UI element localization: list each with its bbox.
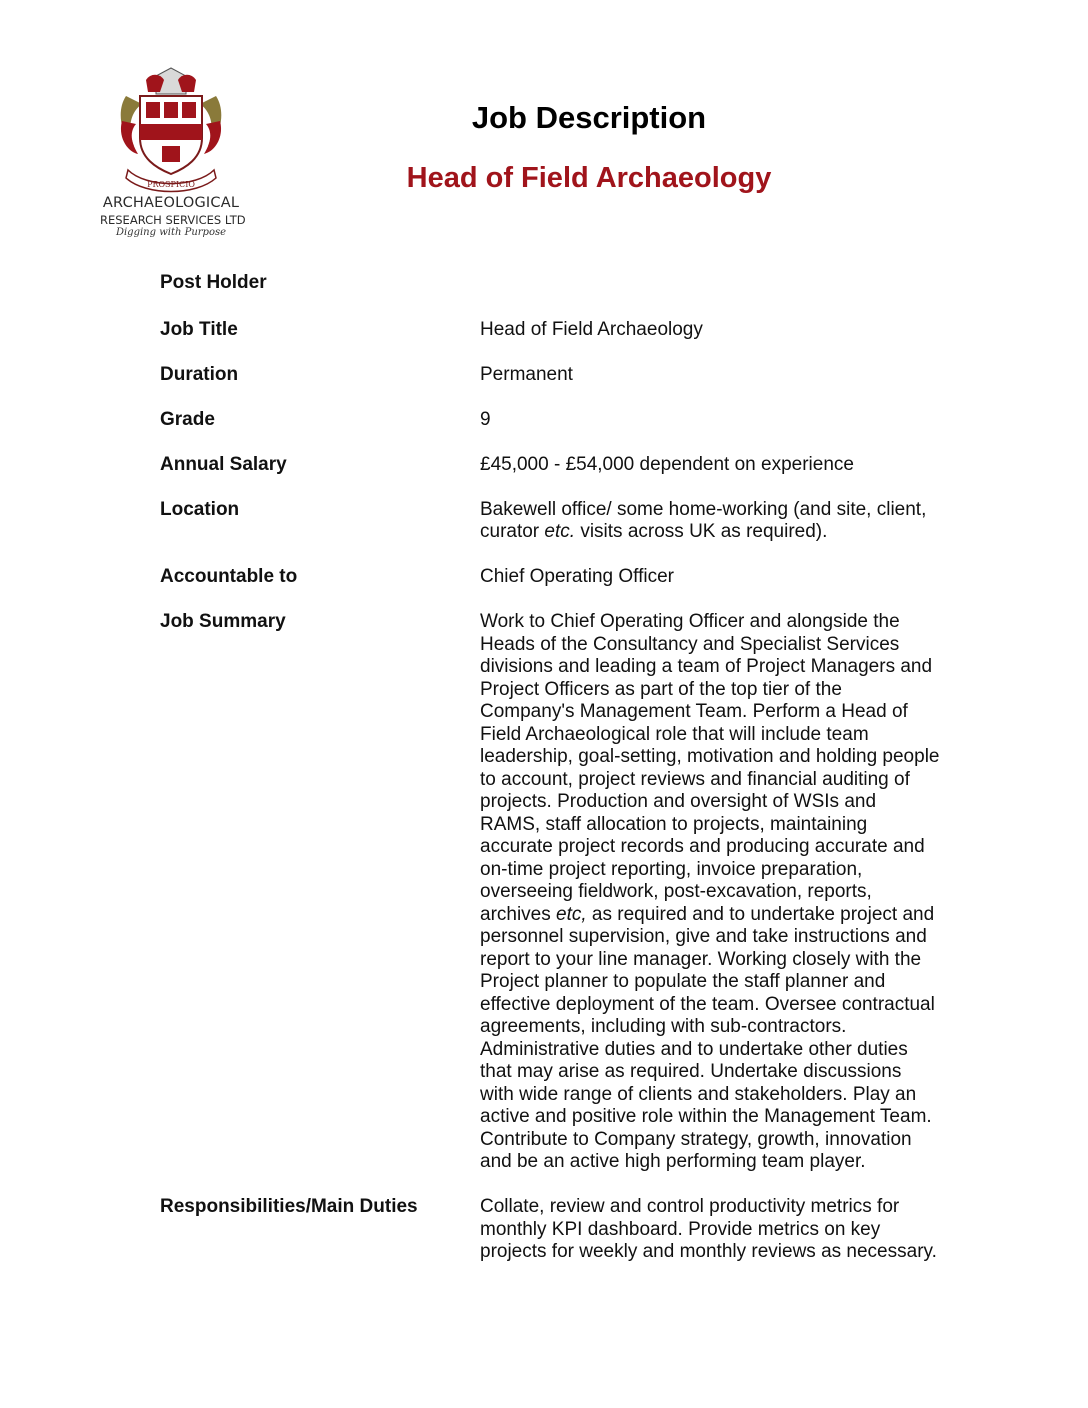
label-job-title: Job Title xyxy=(160,318,238,340)
value-annual-salary: £45,000 - £54,000 dependent on experience xyxy=(480,453,854,475)
company-tagline: Digging with Purpose xyxy=(115,227,227,238)
company-name-line2: RESEARCH SERVICES LTD xyxy=(100,213,246,227)
row-job-summary xyxy=(160,611,940,1174)
label-grade: Grade xyxy=(160,408,215,430)
row-duration xyxy=(160,364,940,387)
value-responsibilities: Collate, review and control productivity metrics for monthly KPI dashboard. Provide metrics on key projects for weekly and monthly reviews as necessary. xyxy=(480,1196,937,1262)
job-details-table xyxy=(160,272,940,1264)
value-duration: Permanent xyxy=(480,363,573,385)
svg-text:PROSPICIO: PROSPICIO xyxy=(147,180,195,189)
value-location: Bakewell office/ some home-working (and site, client, curator etc. visits across UK as required). xyxy=(480,498,927,542)
company-name-line1: ARCHAEOLOGICAL xyxy=(102,195,240,211)
label-accountable-to: Accountable to xyxy=(160,566,298,587)
value-job-summary: Work to Chief Operating Officer and alongside the Heads of the Consultancy and Specialist Services divisions and leading a team of Project Managers and Project Officers as part of the top tier of the Company's Management Team. Perform a Head of Field Archaeological role that will include team leadership, goal-setting, motivation and holding people to account, project reviews and financial auditing of projects. Production and oversight of WSIs and RAMS, staff allocation to projects, maintaining accurate project records and producing accurate and on-time project reporting, invoice preparation, overseeing fieldwork, post-excavation, reports, archives etc, as required and to undertake project and personnel supervision, give and take instructions and report to your line manager. Working closely with the Project planner to populate the staff planner and effective deployment of the team. Oversee contractual agreements, including with sub-contractors. Administrative duties and to undertake other duties that may arise as required. Undertake discussions with wide range of clients and stakeholders. Play an active and positive role within the Management Team. Contribute to Company strategy, growth, innovation and be an active high performing team player. xyxy=(480,611,940,1172)
row-job-title xyxy=(160,319,940,342)
label-annual-salary: Annual Salary xyxy=(160,453,287,475)
label-job-summary: Job Summary xyxy=(160,611,286,632)
row-accountable-to xyxy=(160,566,940,589)
row-grade xyxy=(160,409,940,432)
value-grade: 9 xyxy=(480,408,491,430)
value-accountable-to: Chief Operating Officer xyxy=(480,566,674,587)
page-title: Job Description xyxy=(471,100,707,135)
row-post-holder xyxy=(160,272,940,295)
row-annual-salary xyxy=(160,454,940,477)
company-logo xyxy=(100,66,246,242)
row-location xyxy=(160,499,940,544)
value-job-title: Head of Field Archaeology xyxy=(480,318,703,340)
value-post-holder xyxy=(480,272,940,295)
page-subtitle: Head of Field Archaeology xyxy=(406,162,772,194)
label-location: Location xyxy=(160,498,240,520)
row-responsibilities xyxy=(160,1196,940,1264)
label-post-holder: Post Holder xyxy=(160,272,267,293)
label-duration: Duration xyxy=(160,363,239,385)
label-responsibilities: Responsibilities/Main Duties xyxy=(160,1196,418,1217)
